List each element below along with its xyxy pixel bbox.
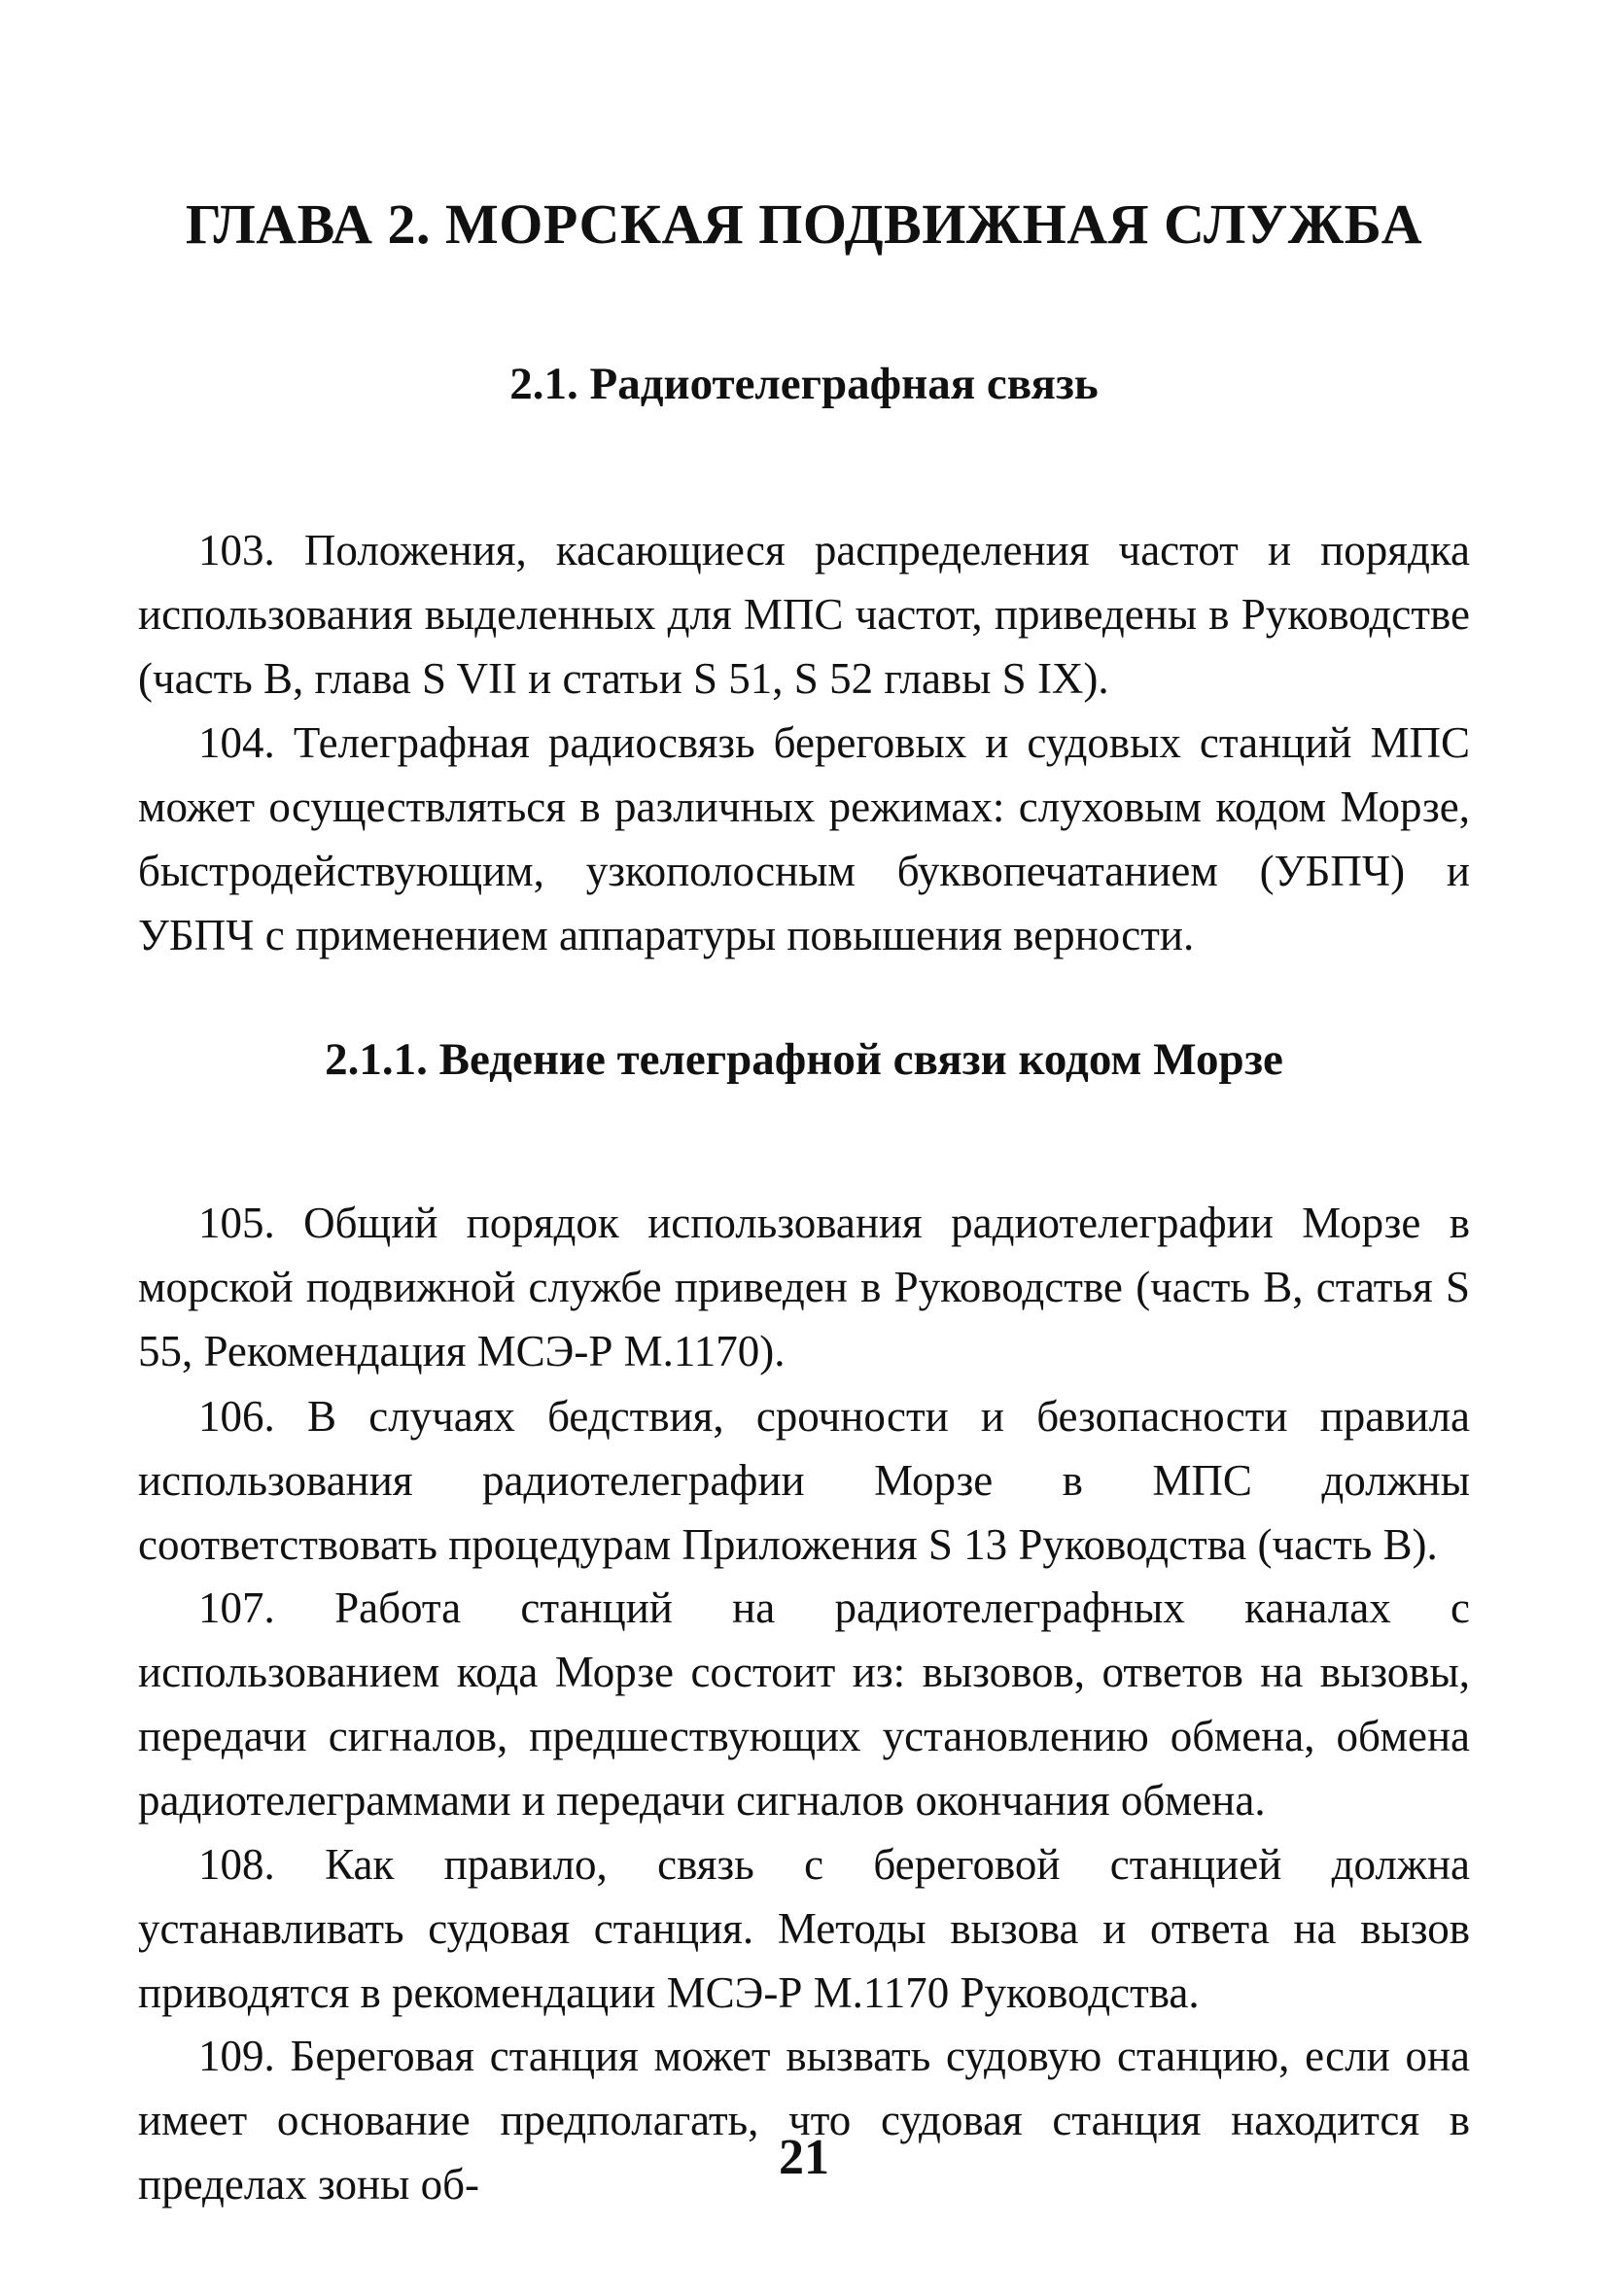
paragraph-106 <box>138 1384 1470 1577</box>
paragraph-104 <box>138 711 1470 967</box>
paragraph-number: 108. <box>198 1840 275 1889</box>
paragraph-text: Как правило, связь с береговой станцией должна устанавливать судовая станция. Методы вызова и ответа на вызов приводятся в рекомендации МСЭ-Р М.1170 Руководства. <box>138 1840 1471 2017</box>
paragraph-number: 107. <box>198 1583 275 1632</box>
paragraph-text: Положения, касающиеся распределения частот и порядка использования выделенных для МПС частот, приведены в Руководстве (часть В, глава S VII и статьи S 51, S 52 главы S IX). <box>138 526 1471 703</box>
subsection-title: 2.1.1. Ведение телеграфной связи кодом Морзе <box>325 1034 1283 1085</box>
paragraph-105 <box>138 1191 1470 1383</box>
paragraph-text: Телеграфная радиосвязь береговых и судовых станций МПС может осуществляться в различных режимах: слуховым кодом Морзе, быстродействующим, узкополосным буквопечатанием (УБПЧ) и УБПЧ с применением аппаратуры повышения верности. <box>138 718 1470 959</box>
paragraph-number: 106. <box>198 1392 275 1441</box>
paragraph-text: Береговая станция может вызвать судовую станцию, если она имеет основание предполагать, что судовая станция находится в пределах зоны об- <box>138 2032 1470 2209</box>
paragraph-109 <box>138 2024 1470 2216</box>
chapter-title: ГЛАВА 2. МОРСКАЯ ПОДВИЖНАЯ СЛУЖБА <box>185 192 1423 256</box>
page-number: 21 <box>779 2130 829 2185</box>
paragraph-number: 103. <box>198 526 275 574</box>
paragraph-108 <box>138 1832 1470 2025</box>
paragraph-103 <box>138 518 1470 711</box>
paragraph-number: 109. <box>198 2032 275 2080</box>
section-title: 2.1. Радиотелеграфная связь <box>509 359 1099 409</box>
paragraph-number: 105. <box>198 1199 275 1247</box>
paragraph-text: Работа станций на радиотелеграфных каналах с использованием кода Морзе состоит из: вызовов, ответов на вызовы, передачи сигналов, предшествующих установлению обмена, обмена радиотелеграммами и передачи сигналов окончания обмена. <box>138 1583 1470 1825</box>
paragraph-text: Общий порядок использования радиотелеграфии Морзе в морской подвижной службе приведен в Руководстве (часть В, статья S 55, Рекомендация МСЭ-Р М.1170). <box>138 1199 1471 1375</box>
paragraph-number: 104. <box>198 718 275 767</box>
paragraph-text: В случаях бедствия, срочности и безопасности правила использования радиотелеграфии Морзе в МПС должны соответствовать процедурам Приложения S 13 Руководства (часть В). <box>138 1392 1471 1569</box>
paragraph-107 <box>138 1576 1470 1832</box>
